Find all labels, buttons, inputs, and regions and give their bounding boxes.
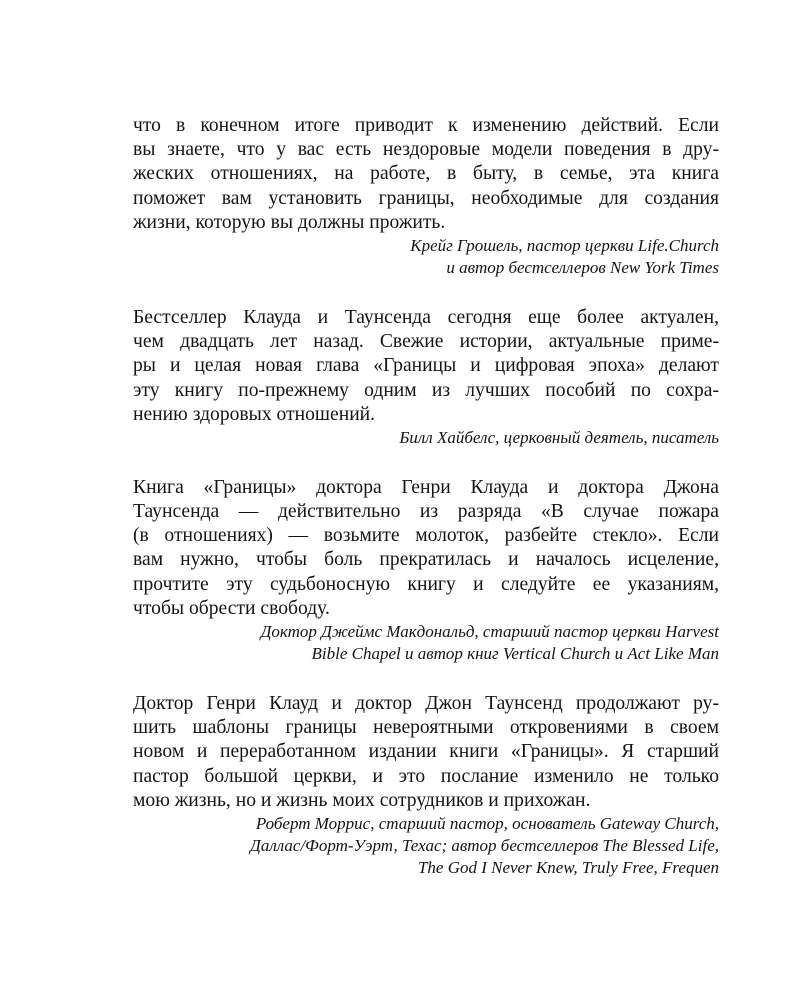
quote-line: вы знаете, что у вас есть нездоровые модели поведения в дру- — [133, 139, 719, 161]
quote-line: жизни, которую вы должны прожить. — [133, 211, 446, 233]
attribution-line: Роберт Моррис, старший пастор, основатель Gateway Church, — [255, 813, 719, 833]
testimonial-2-quote — [133, 306, 719, 427]
testimonial-1-attribution — [133, 235, 719, 279]
testimonial-4-quote — [133, 692, 719, 813]
quote-line: чем двадцать лет назад. Свежие истории, актуальные приме- — [133, 331, 719, 353]
quote-line: чтобы обрести свободу. — [133, 597, 330, 619]
testimonial-3 — [133, 476, 719, 665]
attribution-line: Крейг Грошель, пастор церкви Life.Church — [410, 235, 719, 255]
attribution-line: The God I Never Knew, Truly Free, Frequen — [417, 857, 719, 877]
testimonial-1 — [133, 114, 719, 279]
testimonial-2 — [133, 306, 719, 449]
quote-line: Бестселлер Клауда и Таунсенда сегодня еще более актуален, — [133, 306, 719, 328]
quote-line: Доктор Генри Клауд и доктор Джон Таунсенд продолжают ру- — [133, 693, 719, 714]
testimonial-4 — [133, 692, 719, 879]
quote-line: новом и переработанном издании книги «Границы». Я старший — [133, 741, 719, 763]
quote-line: пастор большой церкви, и это послание изменило не только — [133, 765, 719, 787]
quote-line: что в конечном итоге приводит к изменению действий. Если — [133, 115, 719, 136]
testimonial-2-attribution — [133, 427, 719, 449]
testimonial-1-quote — [133, 114, 719, 235]
quote-line: Книга «Границы» доктора Генри Клауда и доктора Джона — [133, 476, 719, 498]
quote-line: (в отношениях) — возьмите молоток, разбейте стекло». Если — [133, 525, 719, 547]
quote-line: жеских отношениях, на работе, в быту, в семье, эта книга — [133, 163, 719, 185]
quote-line: поможет вам установить границы, необходимые для создания — [133, 187, 719, 209]
quote-line: шить шаблоны границы невероятными откровениями в своем — [133, 717, 719, 739]
attribution-line: и автор бестселлеров New York Times — [446, 257, 719, 277]
quote-line: мою жизнь, но и жизнь моих сотрудников и прихожан. — [133, 789, 591, 811]
quote-line: ры и целая новая глава «Границы и цифровая эпоха» делают — [133, 355, 719, 377]
testimonial-3-attribution — [133, 621, 719, 665]
attribution-line: Bible Chapel и автор книг Vertical Church и Act Like Man — [311, 644, 719, 663]
quote-line: нению здоровых отношений. — [133, 403, 376, 425]
testimonial-3-quote — [133, 476, 719, 621]
quote-line: вам нужно, чтобы боль прекратилась и началось исцеление, — [133, 549, 719, 571]
quote-line: Таунсенда — действительно из разряда «В случае пожара — [133, 501, 719, 523]
page-content — [133, 114, 719, 879]
attribution-line: Доктор Джеймс Макдональд, старший пастор церкви Harvest — [260, 622, 719, 641]
testimonial-4-attribution — [133, 813, 719, 879]
attribution-line: Даллас/Форт-Уэрт, Техас; автор бестселлеров The Blessed Life, — [250, 835, 719, 855]
quote-line: эту книгу по-прежнему одним из лучших пособий по сохра- — [133, 379, 719, 401]
attribution-line: Билл Хайбелс, церковный деятель, писатель — [399, 427, 719, 447]
quote-line: прочтите эту судьбоносную книгу и следуйте ее указаниям, — [133, 573, 719, 595]
